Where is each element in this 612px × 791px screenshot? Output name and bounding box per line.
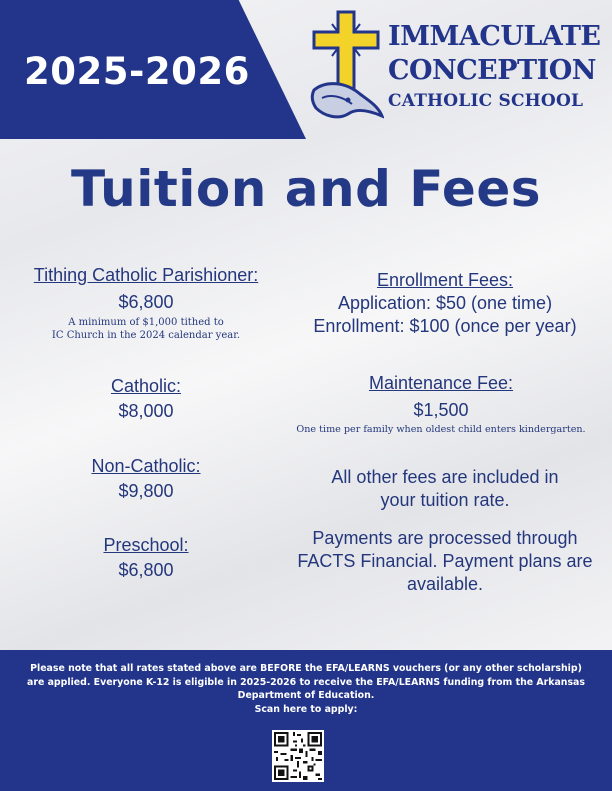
catholic-price: $8,000 (118, 401, 174, 421)
enrollment-fee: Enrollment: $100 (once per year) (313, 316, 577, 336)
non-catholic-tuition (0, 455, 292, 503)
parishioner-price: $6,800 (118, 292, 174, 312)
school-name (388, 20, 608, 112)
maintenance-fee-label: Maintenance Fee: (368, 373, 514, 393)
maintenance-fee-price: $1,500 (413, 400, 469, 420)
other-fees-note (278, 466, 612, 512)
cross-and-eagle-logo-icon (308, 10, 384, 122)
non-catholic-label: Non-Catholic: (91, 456, 201, 476)
qr-code-icon[interactable] (272, 730, 324, 782)
year-range: 2025-2026 (24, 50, 250, 93)
page-title: Tuition and Fees (71, 160, 541, 218)
parishioner-note-line1: A minimum of $1,000 tithed to (68, 317, 224, 328)
school-name-line3: CATHOLIC SCHOOL (388, 91, 584, 111)
payments-note (278, 527, 612, 596)
preschool-price: $6,800 (118, 560, 174, 580)
catholic-label: Catholic: (110, 376, 182, 396)
non-catholic-price: $9,800 (118, 481, 174, 501)
payments-line2: FACTS Financial. Payment plans are (297, 551, 593, 571)
footer-banner (0, 650, 612, 791)
school-name-line2: CONCEPTION (388, 55, 596, 86)
enrollment-fees (278, 269, 612, 338)
footer-line1: Please note that all rates stated above are BEFORE the EFA/LEARNS vouchers (or any other scholarship) (30, 663, 582, 674)
footer-disclaimer (18, 662, 594, 716)
catholic-tuition (0, 375, 292, 423)
enrollment-fees-label: Enrollment Fees: (376, 270, 514, 290)
other-fees-line2: your tuition rate. (380, 490, 510, 510)
application-fee: Application: $50 (one time) (337, 293, 553, 313)
footer-line3: Department of Education. (237, 690, 375, 701)
footer-line4: Scan here to apply: (254, 703, 358, 715)
payments-line3: available. (406, 574, 484, 594)
parishioner-note-line2: IC Church in the 2024 calendar year. (51, 330, 241, 341)
school-logo-block (306, 6, 606, 126)
preschool-tuition (0, 534, 292, 582)
school-name-line1: IMMACULATE (388, 21, 601, 52)
parishioner-label: Tithing Catholic Parishioner: (33, 265, 259, 285)
footer-line2: are applied. Everyone K-12 is eligible in 2025-2026 to receive the EFA/LEARNS funding from the Arkansas (27, 676, 585, 688)
parishioner-tuition (0, 264, 292, 342)
other-fees-line1: All other fees are included in (331, 467, 559, 487)
maintenance-fee-note: One time per family when oldest child enters kindergarten. (296, 424, 586, 435)
payments-line1: Payments are processed through (312, 528, 578, 548)
preschool-label: Preschool: (103, 535, 189, 555)
maintenance-fee (270, 372, 612, 436)
